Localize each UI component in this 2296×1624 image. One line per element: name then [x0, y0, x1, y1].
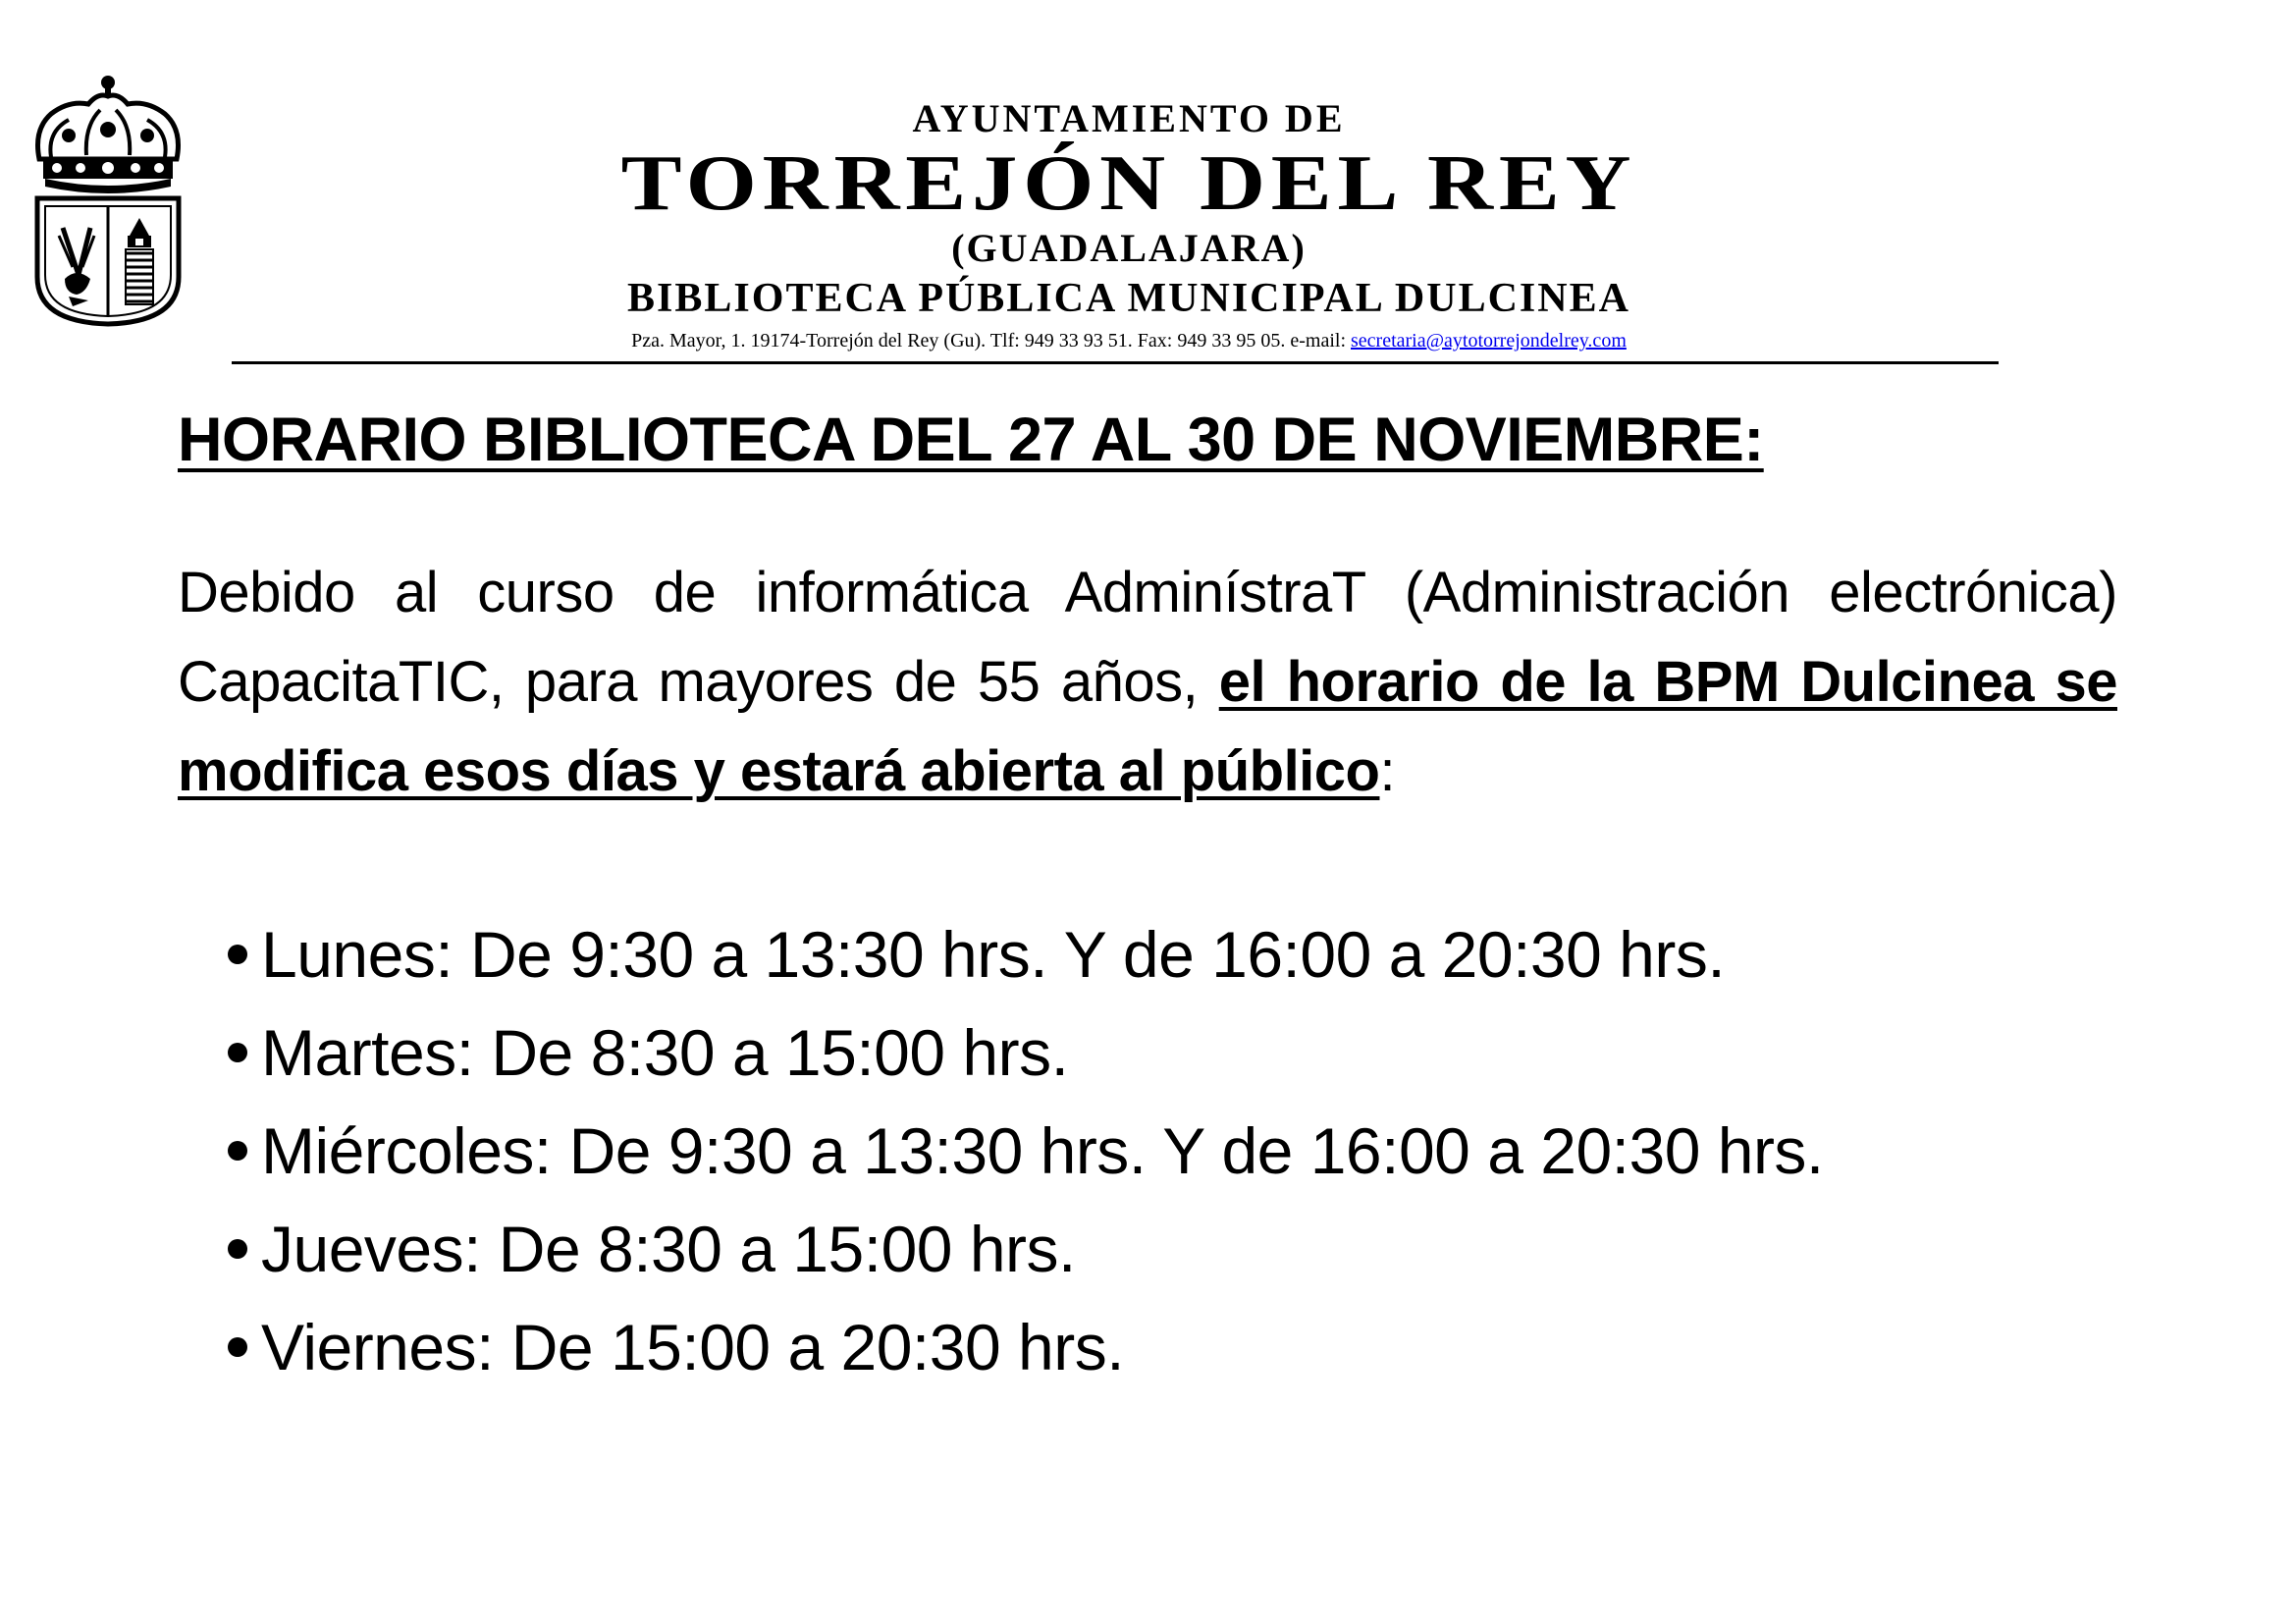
bullet-icon [228, 1337, 247, 1357]
notice-body [178, 548, 2117, 816]
bullet-icon [228, 1043, 247, 1062]
council-label: AYUNTAMIENTO DE [912, 96, 1346, 140]
schedule-text: Miércoles: De 9:30 a 13:30 hrs. Y de 16:00 a 20:30 hrs. [261, 1114, 1824, 1187]
province-name: (GUADALAJARA) [951, 226, 1307, 270]
schedule-text: Viernes: De 15:00 a 20:30 hrs. [261, 1311, 1125, 1383]
town-name: TORREJÓN DEL REY [620, 140, 1637, 227]
bullet-icon [228, 1239, 247, 1259]
notice-body-text: Debido al curso de informática AdminístraT (Administración electrónica) CapacitaTIC, para mayores de 55 años, [178, 561, 2117, 714]
schedule-item-thursday [228, 1200, 1824, 1298]
page-title: HORARIO BIBLIOTECA DEL 27 AL 30 DE NOVIEMBRE: [178, 406, 1764, 474]
schedule-item-wednesday [228, 1102, 1824, 1200]
library-name: BIBLIOTECA PÚBLICA MUNICIPAL DULCINEA [627, 276, 1630, 321]
bullet-icon [228, 1141, 247, 1161]
contact-line [216, 328, 2042, 353]
schedule-item-friday [228, 1298, 1824, 1396]
letterhead [216, 94, 2042, 353]
notice-body-emphasis: el horario de la BPM Dulcinea se modifica esos días y estará abierta al público [178, 650, 2117, 803]
schedule-text: Martes: De 8:30 a 15:00 hrs. [261, 1016, 1069, 1089]
schedule-text: Jueves: De 8:30 a 15:00 hrs. [261, 1213, 1076, 1285]
schedule-list [228, 905, 1824, 1396]
bullet-icon [228, 945, 247, 964]
notice-body-end: : [1379, 739, 1396, 803]
contact-details: Pza. Mayor, 1. 19174-Torrejón del Rey (Gu). Tlf: 949 33 93 51. Fax: 949 33 95 05. e-mail: [631, 330, 1351, 352]
header-divider [232, 361, 1999, 364]
schedule-text: Lunes: De 9:30 a 13:30 hrs. Y de 16:00 a 20:30 hrs. [261, 918, 1726, 991]
schedule-item-tuesday [228, 1003, 1824, 1102]
email-link[interactable]: secretaria@aytotorrejondelrey.com [1351, 330, 1627, 352]
schedule-item-monday [228, 905, 1824, 1003]
